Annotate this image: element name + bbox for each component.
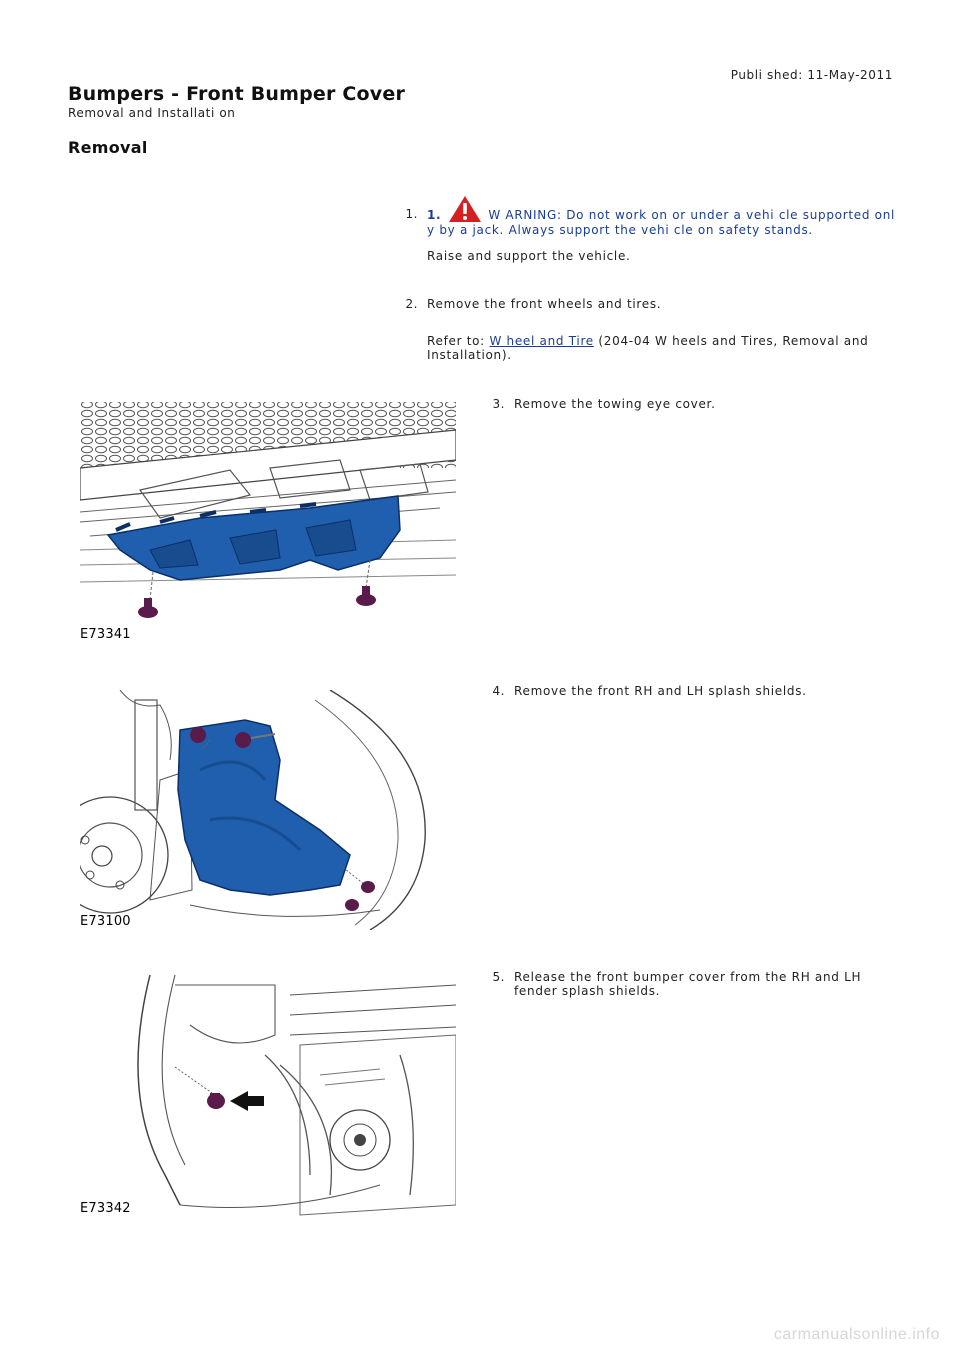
wheel-and-tire-link[interactable]: W heel and Tire [489, 334, 594, 348]
step-text: Release the front bumper cover from the RH and LH fender splash shields. [514, 970, 862, 998]
warning-block [427, 195, 897, 237]
step-number: 5. [492, 970, 505, 984]
warning-text: W ARNING: Do not work on or under a vehi cle supported onl y by a jack. Always support the vehi cle on safety stands. [427, 208, 896, 237]
step-number: 3. [492, 397, 505, 411]
watermark: carmanualsonline.info [773, 1326, 940, 1343]
figure-code: E73341 [80, 627, 131, 642]
push-pin-clip-icon [345, 899, 359, 911]
page-title: Bumpers - Front Bumper Cover [68, 83, 406, 105]
step-text: Remove the front RH and LH splash shields. [514, 684, 807, 698]
figure-code: E73100 [80, 914, 131, 929]
push-pin-clip-icon [361, 881, 375, 893]
step-number: 2. [405, 297, 418, 311]
step-number: 1. [405, 207, 418, 221]
step-text: Remove the front wheels and tires. [427, 297, 662, 311]
figure-code: E73342 [80, 1201, 131, 1216]
refer-line [427, 334, 877, 362]
warning-number: 1. [427, 208, 442, 222]
step-text: Remove the towing eye cover. [514, 397, 716, 411]
step-text: Raise and support the vehicle. [427, 249, 631, 263]
warning-triangle-icon [448, 195, 482, 223]
push-pin-clip-icon [207, 1093, 225, 1109]
figure-splash-shields [80, 690, 456, 930]
push-pin-clip-icon [190, 727, 206, 743]
section-heading: Removal [68, 138, 148, 157]
published-date: Publi shed: 11-May-2011 [730, 68, 893, 82]
refer-prefix: Refer to: [427, 334, 485, 348]
refer-suffix: (204-04 W heels and Tires, Removal and Installation). [427, 334, 869, 362]
push-pin-clip-icon [138, 598, 158, 618]
figure-towing-eye-cover [80, 400, 456, 646]
page-subtitle: Removal and Installati on [68, 106, 236, 120]
push-pin-clip-icon [356, 586, 376, 606]
figure-fender-release [80, 975, 456, 1220]
splash-shield-part [178, 720, 350, 895]
step-number: 4. [492, 684, 505, 698]
pointer-arrow-icon [230, 1091, 264, 1111]
